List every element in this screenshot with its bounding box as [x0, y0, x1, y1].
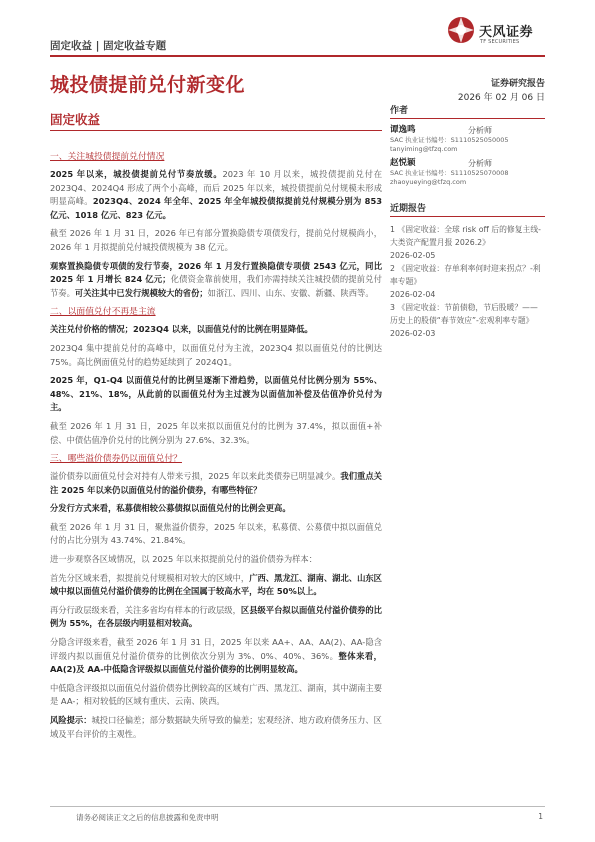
paragraph-text: 2023 年 10 月以来，城投债提前兑付在 2023Q4、2024Q4 形成了两个小高峰，而后 2025 年以来，城投债提前兑付规模未形成明显高峰。 — [50, 169, 382, 207]
paragraph-text: 中低隐含评级拟以面值兑付溢价债券比例较高的区域有广西、黑龙江、湖南，其中湖南主要是 AA-；相对较低的区域有重庆、云南、陕西。 — [50, 682, 382, 707]
emphasis-text: 我们重点关注 2025 年以来仍以面值兑付的溢价债券，有哪些特征？ — [50, 471, 382, 495]
sidebar — [390, 103, 545, 340]
report-title: 城投债提前兑付新变化 — [50, 74, 246, 96]
paragraph-text: 如浙江、四川、山东、安徽、新疆、陕西等。 — [207, 287, 374, 298]
page-number: 1 — [538, 812, 543, 821]
main-content — [50, 150, 382, 746]
paragraph-text: 截至 2026 年 1 月 31 日，聚焦溢价债券，2025 年以来，私募债、公募债中拟以面值兑付的占比分别为 43.74%、21.84%。 — [50, 521, 382, 546]
recent-report-link[interactable]: 3 《固定收益：节前债稳，节后股暖？——历史上的股债“春节效应”-宏观利率专题》 — [390, 303, 538, 325]
recent-report-date: 2026-02-05 — [390, 251, 436, 260]
body-paragraph — [50, 342, 382, 369]
body-paragraph — [50, 636, 382, 677]
emphasis-text: 2025 年以来，城投债提前兑付节奏放缓。 — [50, 169, 223, 179]
logo-subtext: TF SECURITIES — [480, 39, 520, 45]
recent-report-link[interactable]: 2 《固定收益：存单利率何时迎来拐点？-利率专题》 — [390, 264, 541, 286]
body-paragraph — [50, 260, 382, 301]
analyst-title: 分析师 — [468, 126, 492, 135]
recent-reports-heading: 近期报告 — [390, 201, 545, 217]
paragraph-text: 进一步观察各区域情况，以 2025 年以来拟提前兑付的溢价债券为样本： — [50, 554, 318, 565]
subtitle-divider — [50, 130, 382, 131]
paragraph-text: 截至 2026 年 1 月 31 日，2026 年已有部分置换隐债专项债发行，提前兑付规模尚小，2026 年 1 月拟提前兑付城投债规模为 38 亿元。 — [50, 228, 382, 252]
emphasis-text: 观察置换隐债专项债的发行节奏，2026 年 1 月发行置换隐债专项债 2543 亿元，同比 2025 年 1 月增长 824 亿元； — [50, 260, 382, 285]
paragraph-text: 城投口径偏差；部分数据缺失所导致的偏差；宏观经济、地方政府债务压力、区域及平台评价的主观性。 — [50, 715, 382, 739]
section-heading: 一、关注城投债提前兑付情况 — [50, 152, 165, 162]
body-paragraph — [50, 470, 382, 497]
body-paragraph — [50, 572, 382, 599]
body-paragraph — [50, 323, 382, 337]
report-date: 2026 年 02 月 06 日 — [457, 93, 545, 103]
emphasis-text: 风险提示： — [50, 715, 92, 725]
analyst-email[interactable]: zhaoyueying@tfzq.com — [390, 178, 467, 186]
body-paragraph — [50, 227, 382, 254]
analyst-email[interactable]: tanyiming@tfzq.com — [390, 145, 458, 153]
report-type: 证券研究报告 — [490, 79, 545, 89]
paragraph-text: 化债资金靠前使用，我们亦需持续关注城投债的提前兑付节奏。 — [50, 274, 382, 298]
emphasis-text: 广西、黑龙江、湖南、湖北、山东区域中拟以面值兑付溢价债券的比例在全国属于较高水平，均在 50%以上。 — [50, 572, 382, 597]
emphasis-text: 可关注其中已发行规模较大的省份； — [74, 287, 208, 298]
paragraph-text: 首先分区域来看，拟提前兑付规模相对较大的区域中， — [50, 572, 250, 583]
emphasis-text: 2025 年，Q1-Q4 以面值兑付的比例呈逐渐下滑趋势，以面值兑付比例分别为 55%、48%、21%、18%，从此前的以面值兑付为主过渡为以面值加补偿及估值净价兑付为主。 — [50, 375, 382, 413]
body-paragraph — [50, 374, 382, 415]
body-paragraph — [50, 682, 382, 709]
section-heading: 三、哪些溢价债券仍以面值兑付？ — [50, 454, 182, 465]
paragraph-text: 分隐含评级来看，截至 2026 年 1 月 31 日，2025 年以来 AA+、AA、AA(2)、AA-隐含评级内拟以面值兑付溢价债券的比例依次分别为 3%、0%、40%、36%。 — [50, 637, 382, 661]
analyst-name: 谭逸鸣 — [390, 125, 416, 135]
emphasis-text: 关注兑付价格的情况；2023Q4 以来，以面值兑付的比例在明显降低。 — [50, 324, 313, 335]
paragraph-text: 2023Q4 集中提前兑付的高峰中，以面值兑付为主流，2023Q4 拟以面值兑付的比例达 75%。高比例面值兑付的趋势延续到了 2024Q1。 — [50, 342, 382, 367]
analyst-name: 赵悦颖 — [390, 158, 416, 168]
body-paragraph — [50, 168, 382, 222]
emphasis-text: 分发行方式来看，私募债相较公募债拟以面值兑付的比例会更高。 — [50, 503, 291, 514]
logo-mark-icon — [446, 15, 476, 45]
authors-heading: 作者 — [390, 103, 545, 119]
recent-report-date: 2026-02-04 — [390, 290, 436, 299]
header-category: 固定收益 | 固定收益专题 — [50, 40, 167, 52]
logo-text: 天风证券 — [479, 25, 534, 40]
body-paragraph — [50, 420, 382, 447]
company-logo — [446, 15, 556, 55]
body-paragraph — [50, 553, 382, 567]
paragraph-text: 截至 2026 年 1 月 31 日，2025 年以来拟以面值兑付的比例为 37.4%，拟以面值+补偿、中债估值净价兑付的比例分别为 27.6%、32.3%。 — [50, 420, 382, 445]
section-heading: 二、以面值兑付不再是主流 — [50, 307, 156, 318]
footer-divider — [50, 806, 545, 807]
analyst-title: 分析师 — [468, 159, 492, 168]
analyst-sac: SAC 执业证书编号：S1110525070008 — [390, 169, 509, 177]
emphasis-text: 区县级平台拟以面值兑付溢价债券的比例为 55%，在各层级内明显相对较高。 — [50, 604, 382, 629]
recent-report-link[interactable]: 1 《固定收益：全球 risk off 后的修复主线-大类资产配置月报 2026.2》 — [390, 225, 541, 247]
paragraph-text: 再分行政层级来看，关注多省均有样本的行政层级， — [50, 604, 241, 615]
body-paragraph — [50, 521, 382, 548]
footer-disclaimer: 请务必阅读正文之后的信息披露和免责申明 — [76, 813, 219, 822]
body-paragraph — [50, 502, 382, 516]
analyst-sac: SAC 执业证书编号：S1110525050005 — [390, 136, 509, 144]
emphasis-text: 整体来看，AA(2)及 AA-中低隐含评级拟以面值兑付溢价债券的比例明显较高。 — [50, 650, 382, 675]
paragraph-text: 溢价债券以面值兑付会对持有人带来亏损，2025 年以来此类债券已明显减少。 — [50, 471, 341, 482]
recent-report-date: 2026-02-03 — [390, 329, 436, 338]
body-paragraph — [50, 604, 382, 631]
emphasis-text: 2023Q4、2024 年全年、2025 年全年城投债拟提前兑付规模分别为 853 亿元、1018 亿元、823 亿元。 — [50, 196, 382, 220]
analyst-card — [390, 158, 545, 187]
report-subtitle: 固定收益 — [50, 112, 101, 127]
analyst-card — [390, 125, 545, 154]
body-paragraph — [50, 714, 382, 741]
header-divider — [50, 55, 545, 57]
